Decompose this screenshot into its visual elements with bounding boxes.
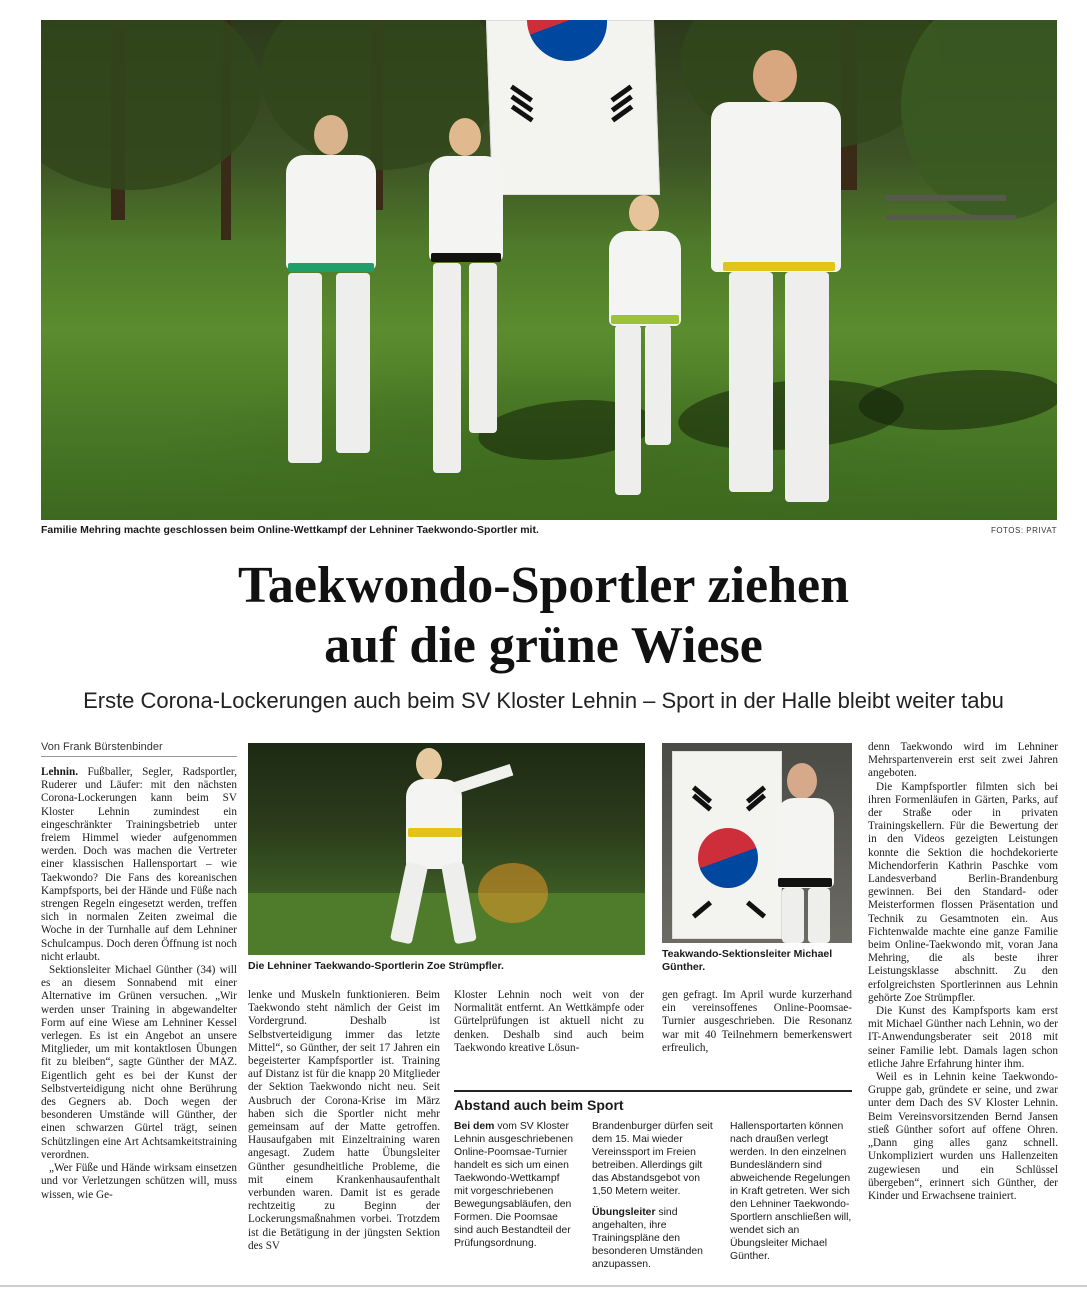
paragraph: „Wer Füße und Hände wirksam einsetzen und vor Verletzungen schützen will, muss wissen, wie Ge- bbox=[41, 1162, 237, 1201]
korean-flag bbox=[486, 20, 660, 195]
article-column-1 bbox=[41, 766, 237, 1276]
infobox-text: sind angehalten, ihre Trainingspläne den besonderen Umständen anzupassen. bbox=[592, 1207, 703, 1270]
photo3-caption: Teakwando-Sektionsleiter Michael Günther. bbox=[662, 948, 833, 973]
infobox-lead: Übungsleiter bbox=[592, 1207, 656, 1218]
athlete-man bbox=[701, 50, 851, 510]
paragraph: lenke und Muskeln funktionieren. Beim Taekwondo steht nämlich der Geist im Vordergrund. Deshalb ist Selbstverteidigung immer das letzte Mittel“, so Günther, der seit 17 Jahren ein begeisterter Kampfsportler ist. Training auf Distanz ist für die knapp 20 Mitglieder der Sektion Taekwondo nicht neu. Seit Ausbruch der Corona-Krise im März haben sich die Sportler nicht mehr gemeinsam auf der Matte getroffen. Hausaufgaben mit Einzeltraining waren angesagt. Zudem hatte Übungsleiter Günther gesundheitliche Probleme, die mit einem Krankenhausaufenthalt verbunden waren. Damit ist es gerade rechtzeitig zu Beginn der Lockerungsmaßnahmen vorbei. Trotzdem ist die Betätigung in der jüngsten Sektion des SV bbox=[248, 989, 440, 1252]
infobox-lead: Bei dem bbox=[454, 1121, 495, 1132]
headline bbox=[0, 556, 1087, 676]
headline-line-2: auf die grüne Wiese bbox=[324, 617, 763, 674]
photo-michael-guenther bbox=[662, 743, 852, 943]
photo-zoe-struempfler bbox=[248, 743, 645, 955]
photo-credit: FOTOS: PRIVAT bbox=[990, 526, 1057, 535]
athlete-girl bbox=[601, 195, 691, 495]
dateline: Lehnin. bbox=[41, 766, 78, 778]
infobox-text: Hallensportarten können nach draußen verlegt werden. In den einzelnen Bundesländern sind abweichende Regelungen in Kraft getreten. Wer sich den Lehniner Taekwondo-Sportlern anschließen will, wendet sich an Übungsleiter Michael Günther. bbox=[730, 1121, 852, 1262]
paragraph: gen gefragt. Im April wurde kurzerhand ein vereinsoffenes Online-Poomsae-Turnier ausgeschrieben. Die Resonanz war mit 40 Teilnehmern bemerkenswert erfreulich, bbox=[662, 989, 852, 1054]
infobox-column-1 bbox=[454, 1120, 576, 1275]
byline: Von Frank Bürstenbinder bbox=[41, 741, 237, 757]
paragraph: Die Kampfsportler filmten sich bei ihren Formenläufen in Gärten, Parks, auf der Straße oder in privaten Trainingskellern. Für die Bewertung der in den Videos gezeigten Leistungen konnte die Sektion die hochdekorierte Michendorferin Kathrin Paschke vom Landesverband Berlin-Brandenburg gewinnen. Bei den Standard- oder Meisterformen flossen Präsentation und Technik zu Gesamtnoten ein. Aus Fichtenwalde machte eine ganze Familie beim Online-Taekwondo mit, voran Jana Mehring, die als beste ihrer Leistungsklasse abschnitt. Zu den erfolgreichsten Sportlerinnen aus Lehnin gehörte Zoe Strümpfler. bbox=[868, 780, 1058, 1004]
subheadline: Erste Corona-Lockerungen auch beim SV Kloster Lehnin – Sport in der Halle bleibt weiter tabu bbox=[83, 688, 1004, 713]
infobox-title: Abstand auch beim Sport bbox=[454, 1090, 852, 1113]
paragraph: Sektionsleiter Michael Günther (34) will es an diesem Sonnabend mit einer Alternative im Grünen versuchen. „Wir werden unser Training in abgewandelter Form auf eine Wiese am Lehniner Kessel verlegen. Es ist ein Angebot an unsere Mitglieder, um mit kontaktlosen Übungen fit zu bleiben“, sagte Günther der MAZ. Eigentlich geht es bei der Kunst der Selbstverteidigung nicht ohne Berührung des Gegners ab. Doch wegen der besonderen Umstände will Günther, der einen schwarzen Gürtel trägt, seinen Schützlingen eine Art Achtsamkeitstraining verordnen. bbox=[41, 964, 237, 1161]
paragraph: denn Taekwondo wird im Lehniner Mehrspartenverein erst seit zwei Jahren angeboten. bbox=[868, 741, 1058, 780]
article-column-5 bbox=[868, 741, 1058, 1276]
infobox-column-2 bbox=[592, 1120, 714, 1275]
hero-caption: Familie Mehring machte geschlossen beim Online-Wettkampf der Lehniner Taekwondo-Sportler mit. bbox=[41, 524, 539, 536]
article-column-4 bbox=[662, 989, 852, 1069]
bottom-divider bbox=[0, 1285, 1087, 1287]
hero-photo bbox=[41, 20, 1057, 520]
article-column-2 bbox=[248, 989, 440, 1274]
article-column-3 bbox=[454, 989, 644, 1069]
infobox-text: Brandenburger dürfen seit dem 15. Mai wieder Vereinssport im Freien betreiben. Allerdings gilt das Abstandsgebot von 1,50 Metern weiter. bbox=[592, 1121, 713, 1197]
infobox-text: vom SV Kloster Lehnin ausgeschriebenen Online-Poomsae-Turnier handelt es sich um einen Taekwondo-Wettkampf mit vorgeschriebenen Bewegungsabläufen, den Formen. Die Poomsae sind auch Bestandteil der Prüfungsordnung. bbox=[454, 1121, 574, 1249]
paragraph: Fußballer, Segler, Radsportler, Ruderer und Läufer: mit den nächsten Corona-Lockerungen kann beim SV Kloster Lehnin zumindest ein eingeschränkter Trainingsbetrieb unter freiem Himmel wieder aufgenommen werden. Doch was machen die Vertreter einer klassischen Hallensportart – wie Taekwondo? Die Fans des koreanischen Kampfsports, bei der Hände und Füße nach strengen Regeln eingesetzt werden, treffen sich in normalen Zeiten zweimal die Woche in der Turnhalle auf dem Lehniner Schulcampus. Doch deren Öffnung ist noch nicht erlaubt. bbox=[41, 766, 237, 963]
paragraph: Weil es in Lehnin keine Taekwondo-Gruppe gab, gründete er seine, und zwar unter dem Dach des SV Kloster Lehnin. Beim Vereinsvorsitzenden Bernd Jansen stieß Günther sofort auf offene Ohren. „Dann ging alles ganz schnell. Unkompliziert wurden uns Hallenzeiten zugewiesen und ein Schlüssel übergeben“, erinnert sich Günther, der Kinder und Erwachsene trainiert. bbox=[868, 1071, 1058, 1202]
paragraph: Kloster Lehnin noch weit von der Normalität entfernt. An Wettkämpfe oder Gürtelprüfungen ist aktuell nicht zu denken. Deshalb sind auch beim Taekwondo kreative Lösun- bbox=[454, 989, 644, 1054]
headline-line-1: Taekwondo-Sportler ziehen bbox=[237, 557, 850, 614]
athlete-boy bbox=[421, 118, 511, 478]
infobox-column-3 bbox=[730, 1120, 852, 1275]
paragraph: Die Kunst des Kampfsports kam erst mit Michael Günther nach Lehnin, wo der IT-Anwendungsberater seit 2018 mit seiner Familie lebt. Damals lagen schon etliche Jahre Erfahrung hinter ihm. bbox=[868, 1005, 1058, 1070]
photo2-caption: Die Lehniner Taekwando-Sportlerin Zoe Strümpfler. bbox=[248, 960, 504, 972]
athlete-woman bbox=[276, 115, 386, 475]
